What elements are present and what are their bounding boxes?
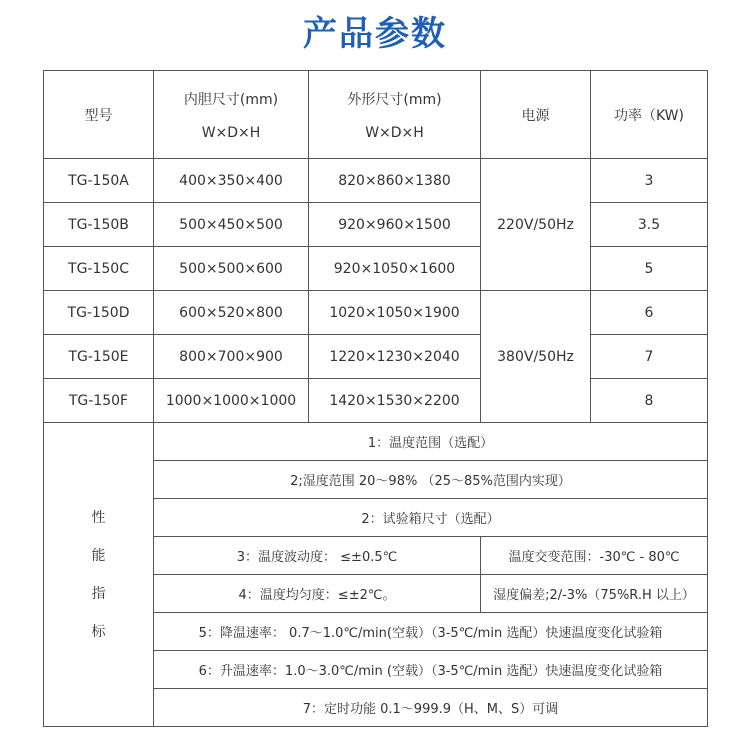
model-cell: TG-150E bbox=[44, 335, 154, 379]
table-row bbox=[44, 203, 708, 247]
performance-item: 7：定时功能 0.1～999.9（H、M、S）可调 bbox=[154, 689, 708, 727]
power-cell: 3 bbox=[591, 159, 708, 203]
performance-item: 2：试验箱尺寸（选配） bbox=[154, 499, 708, 537]
table-row bbox=[44, 247, 708, 291]
inner-size-cell: 600×520×800 bbox=[154, 291, 309, 335]
model-cell: TG-150F bbox=[44, 379, 154, 423]
performance-label bbox=[44, 423, 154, 727]
performance-label-char: 能 bbox=[91, 547, 106, 564]
power-cell: 3.5 bbox=[591, 203, 708, 247]
power-cell: 6 bbox=[591, 291, 708, 335]
power-cell: 5 bbox=[591, 247, 708, 291]
table-header-row bbox=[44, 71, 708, 159]
inner-size-cell: 800×700×900 bbox=[154, 335, 309, 379]
outer-size-cell: 820×860×1380 bbox=[309, 159, 481, 203]
header-outer-size-dims: W×D×H bbox=[365, 124, 424, 141]
table-row bbox=[44, 335, 708, 379]
power-cell: 8 bbox=[591, 379, 708, 423]
outer-size-cell: 1420×1530×2200 bbox=[309, 379, 481, 423]
inner-size-cell: 500×450×500 bbox=[154, 203, 309, 247]
performance-label-char: 标 bbox=[91, 623, 106, 640]
model-cell: TG-150A bbox=[44, 159, 154, 203]
performance-item: 4：温度均匀度：≤±2℃。 bbox=[154, 575, 481, 613]
table-row bbox=[44, 159, 708, 203]
model-cell: TG-150B bbox=[44, 203, 154, 247]
table-row bbox=[44, 379, 708, 423]
performance-item: 2;湿度范围 20～98% （25～85%范围内实现） bbox=[154, 461, 708, 499]
performance-item: 温度交变范围：-30℃ - 80℃ bbox=[481, 537, 708, 575]
header-outer-size-label: 外形尺寸(mm) bbox=[347, 91, 442, 108]
performance-row bbox=[44, 423, 708, 461]
performance-label-char: 性 bbox=[91, 509, 106, 526]
performance-label-char: 指 bbox=[91, 585, 106, 602]
table-row bbox=[44, 291, 708, 335]
inner-size-cell: 400×350×400 bbox=[154, 159, 309, 203]
outer-size-cell: 1220×1230×2040 bbox=[309, 335, 481, 379]
outer-size-cell: 920×960×1500 bbox=[309, 203, 481, 247]
header-outer-size bbox=[309, 71, 481, 159]
performance-item: 湿度偏差;2/-3%（75%R.H 以上） bbox=[481, 575, 708, 613]
performance-item: 5：降温速率： 0.7～1.0℃/min(空载）（3-5℃/min 选配）快速温度变化试验箱 bbox=[154, 613, 708, 651]
outer-size-cell: 1020×1050×1900 bbox=[309, 291, 481, 335]
spec-table bbox=[43, 70, 708, 727]
power-supply-cell: 380V/50Hz bbox=[481, 291, 591, 423]
power-cell: 7 bbox=[591, 335, 708, 379]
header-inner-size-label: 内胆尺寸(mm) bbox=[183, 91, 279, 108]
model-cell: TG-150C bbox=[44, 247, 154, 291]
performance-item: 3：温度波动度： ≤±0.5℃ bbox=[154, 537, 481, 575]
outer-size-cell: 920×1050×1600 bbox=[309, 247, 481, 291]
performance-item: 6：升温速率：1.0～3.0℃/min (空载）（3-5℃/min 选配）快速温度变化试验箱 bbox=[154, 651, 708, 689]
header-power: 功率（KW) bbox=[591, 71, 708, 159]
performance-item: 1：温度范围（选配） bbox=[154, 423, 708, 461]
header-inner-size-dims: W×D×H bbox=[201, 124, 261, 141]
power-supply-cell: 220V/50Hz bbox=[481, 159, 591, 291]
model-cell: TG-150D bbox=[44, 291, 154, 335]
inner-size-cell: 1000×1000×1000 bbox=[154, 379, 309, 423]
header-power-supply: 电源 bbox=[481, 71, 591, 159]
header-inner-size bbox=[154, 71, 309, 159]
inner-size-cell: 500×500×600 bbox=[154, 247, 309, 291]
page-title: 产品参数 bbox=[303, 14, 447, 54]
header-model: 型号 bbox=[44, 71, 154, 159]
